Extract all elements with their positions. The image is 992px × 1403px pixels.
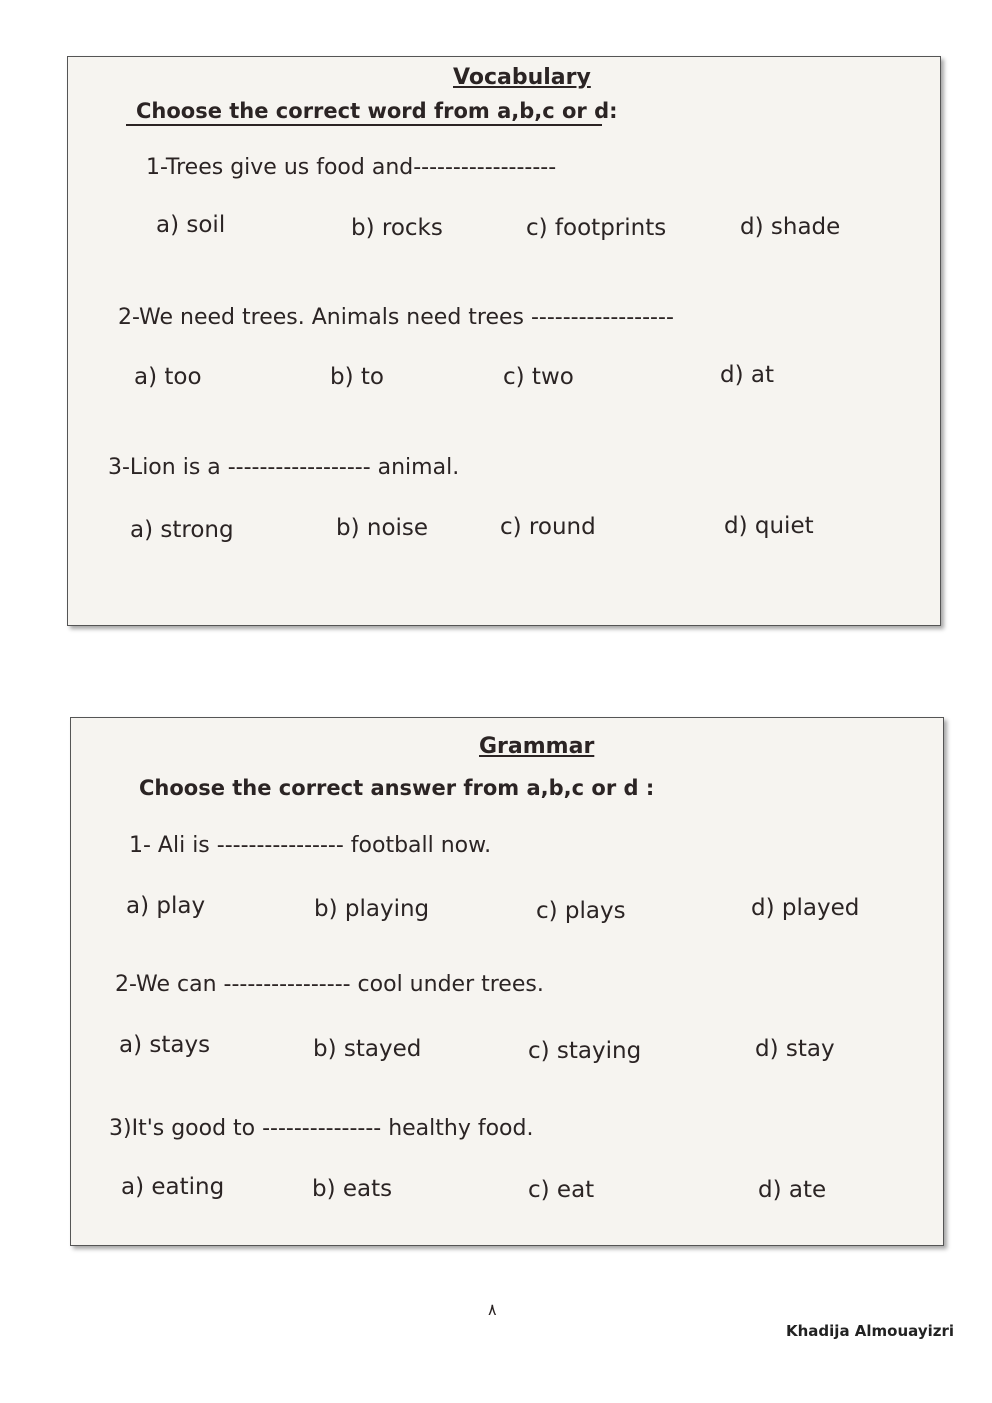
vocabulary-instruction: Choose the correct word from a,b,c or d: xyxy=(136,99,618,123)
vocab-q1-option-a[interactable]: a) soil xyxy=(156,212,226,238)
vocab-q2-option-d[interactable]: d) at xyxy=(720,362,774,388)
grammar-q1-option-d[interactable]: d) played xyxy=(751,895,860,921)
vocab-question-3: 3-Lion is a ------------------ animal. xyxy=(108,455,460,480)
vocab-q1-option-d[interactable]: d) shade xyxy=(740,214,841,240)
vocab-q1-option-c[interactable]: c) footprints xyxy=(526,215,667,241)
instruction-underline xyxy=(126,124,602,126)
grammar-q1-option-b[interactable]: b) playing xyxy=(314,896,430,922)
grammar-q2-option-d[interactable]: d) stay xyxy=(755,1036,835,1062)
grammar-q3-option-c[interactable]: c) eat xyxy=(528,1177,595,1203)
vocab-question-2: 2-We need trees. Animals need trees ------------------ xyxy=(118,305,674,330)
grammar-q1-option-c[interactable]: c) plays xyxy=(536,898,626,924)
page-number: ٨ xyxy=(488,1300,497,1319)
grammar-question-1: 1- Ali is ---------------- football now. xyxy=(129,833,492,858)
vocab-q3-option-b[interactable]: b) noise xyxy=(336,515,429,541)
vocab-q2-option-a[interactable]: a) too xyxy=(134,364,202,390)
vocab-q3-option-c[interactable]: c) round xyxy=(500,514,596,540)
vocab-q1-option-b[interactable]: b) rocks xyxy=(351,215,443,241)
grammar-q2-option-c[interactable]: c) staying xyxy=(528,1038,642,1064)
vocab-q2-option-b[interactable]: b) to xyxy=(330,364,384,390)
grammar-instruction: Choose the correct answer from a,b,c or d : xyxy=(139,776,655,800)
vocabulary-title: Vocabulary xyxy=(453,65,591,90)
vocab-q3-option-d[interactable]: d) quiet xyxy=(724,513,814,539)
grammar-q2-option-a[interactable]: a) stays xyxy=(119,1032,211,1058)
grammar-title: Grammar xyxy=(479,734,595,759)
grammar-q2-option-b[interactable]: b) stayed xyxy=(313,1036,422,1062)
vocab-q3-option-a[interactable]: a) strong xyxy=(130,517,234,543)
grammar-q3-option-a[interactable]: a) eating xyxy=(121,1174,225,1200)
author-name: Khadija Almouayizri xyxy=(786,1322,955,1340)
vocab-question-1: 1-Trees give us food and------------------ xyxy=(146,155,557,180)
grammar-question-3: 3)It's good to --------------- healthy food. xyxy=(109,1116,534,1141)
vocabulary-section xyxy=(67,56,941,626)
grammar-q1-option-a[interactable]: a) play xyxy=(126,893,206,919)
grammar-section xyxy=(70,717,944,1246)
grammar-q3-option-d[interactable]: d) ate xyxy=(758,1177,827,1203)
grammar-question-2: 2-We can ---------------- cool under trees. xyxy=(115,972,544,997)
vocab-q2-option-c[interactable]: c) two xyxy=(503,364,574,390)
grammar-q3-option-b[interactable]: b) eats xyxy=(312,1176,393,1202)
